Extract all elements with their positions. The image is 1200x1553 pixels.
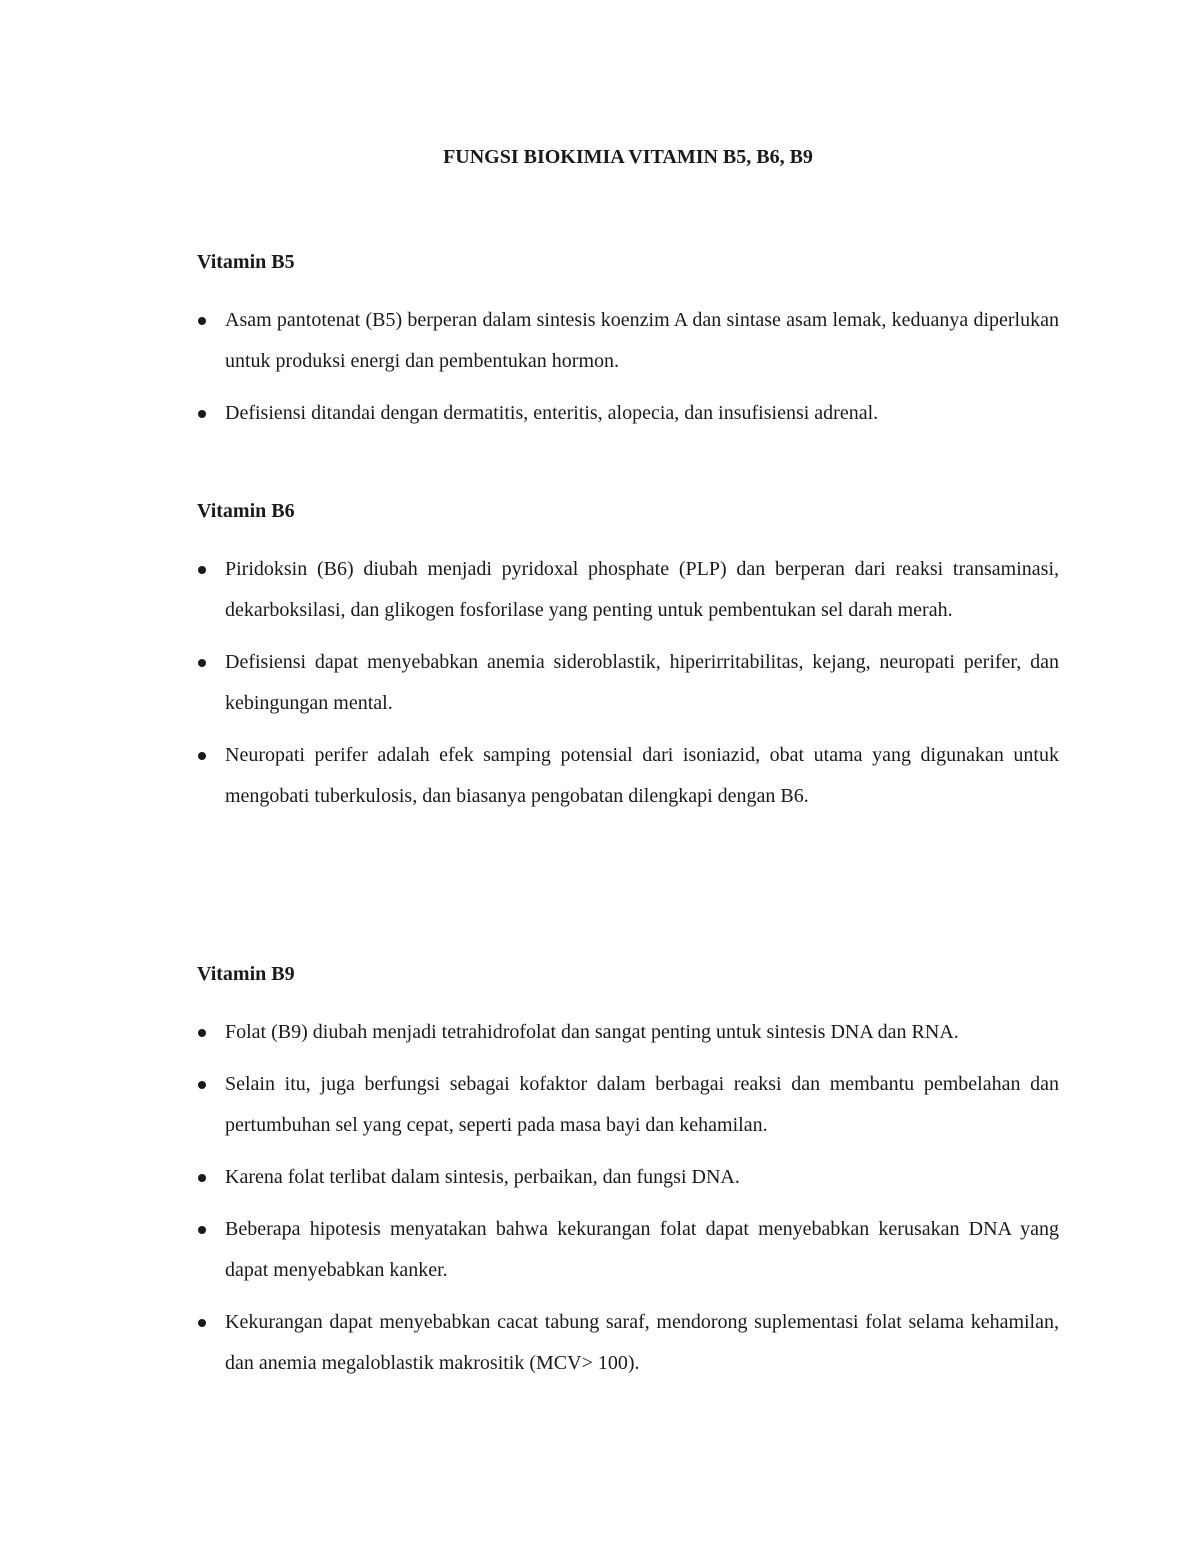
document-title: FUNGSI BIOKIMIA VITAMIN B5, B6, B9 bbox=[443, 146, 813, 168]
section-heading: Vitamin B5 bbox=[197, 251, 295, 273]
bullet-icon bbox=[198, 1081, 206, 1089]
list-item-text: Piridoksin (B6) diubah menjadi pyridoxal phosphate (PLP) dan berperan dari reaksi transaminasi, dekarboksilasi, dan glikogen fosforilase yang penting untuk pembentukan sel darah merah. bbox=[225, 558, 1059, 621]
bullet-icon bbox=[198, 1029, 206, 1037]
list-item bbox=[197, 393, 1059, 434]
section-vitamin-b6 bbox=[197, 497, 1059, 817]
bullet-list bbox=[197, 549, 1059, 817]
list-item bbox=[197, 549, 1059, 631]
bullet-icon bbox=[198, 1226, 206, 1234]
bullet-list bbox=[197, 300, 1059, 434]
list-item-text: Folat (B9) diubah menjadi tetrahidrofolat dan sangat penting untuk sintesis DNA dan RNA. bbox=[225, 1021, 959, 1043]
list-item bbox=[197, 300, 1059, 382]
section-vitamin-b5 bbox=[197, 248, 1059, 434]
list-item bbox=[197, 1064, 1059, 1146]
list-item bbox=[197, 1012, 1059, 1053]
bullet-icon bbox=[198, 317, 206, 325]
list-item-text: Defisiensi ditandai dengan dermatitis, enteritis, alopecia, dan insufisiensi adrenal. bbox=[225, 402, 879, 424]
list-item-text: Defisiensi dapat menyebabkan anemia sideroblastik, hiperirritabilitas, kejang, neuropati perifer, dan kebingungan mental. bbox=[225, 651, 1059, 714]
section-vitamin-b9 bbox=[197, 960, 1059, 1384]
list-item-text: Selain itu, juga berfungsi sebagai kofaktor dalam berbagai reaksi dan membantu pembelahan dan pertumbuhan sel yang cepat, seperti pada masa bayi dan kehamilan. bbox=[225, 1073, 1059, 1136]
bullet-icon bbox=[198, 752, 206, 760]
list-item-text: Asam pantotenat (B5) berperan dalam sintesis koenzim A dan sintase asam lemak, keduanya diperlukan untuk produksi energi dan pembentukan hormon. bbox=[225, 309, 1059, 372]
list-item bbox=[197, 642, 1059, 724]
bullet-icon bbox=[198, 410, 206, 418]
list-item-text: Kekurangan dapat menyebabkan cacat tabung saraf, mendorong suplementasi folat selama kehamilan, dan anemia megaloblastik makrositik (MCV> 100). bbox=[225, 1311, 1059, 1374]
bullet-icon bbox=[198, 1319, 206, 1327]
section-heading: Vitamin B6 bbox=[197, 500, 295, 522]
bullet-icon bbox=[198, 1174, 206, 1182]
list-item bbox=[197, 735, 1059, 817]
bullet-list bbox=[197, 1012, 1059, 1384]
list-item bbox=[197, 1209, 1059, 1291]
list-item bbox=[197, 1302, 1059, 1384]
list-item-text: Beberapa hipotesis menyatakan bahwa kekurangan folat dapat menyebabkan kerusakan DNA yang dapat menyebabkan kanker. bbox=[225, 1218, 1059, 1281]
list-item-text: Neuropati perifer adalah efek samping potensial dari isoniazid, obat utama yang digunakan untuk mengobati tuberkulosis, dan biasanya pengobatan dilengkapi dengan B6. bbox=[225, 744, 1059, 807]
section-heading: Vitamin B9 bbox=[197, 963, 295, 985]
bullet-icon bbox=[198, 566, 206, 574]
list-item-text: Karena folat terlibat dalam sintesis, perbaikan, dan fungsi DNA. bbox=[225, 1166, 740, 1188]
bullet-icon bbox=[198, 659, 206, 667]
list-item bbox=[197, 1157, 1059, 1198]
